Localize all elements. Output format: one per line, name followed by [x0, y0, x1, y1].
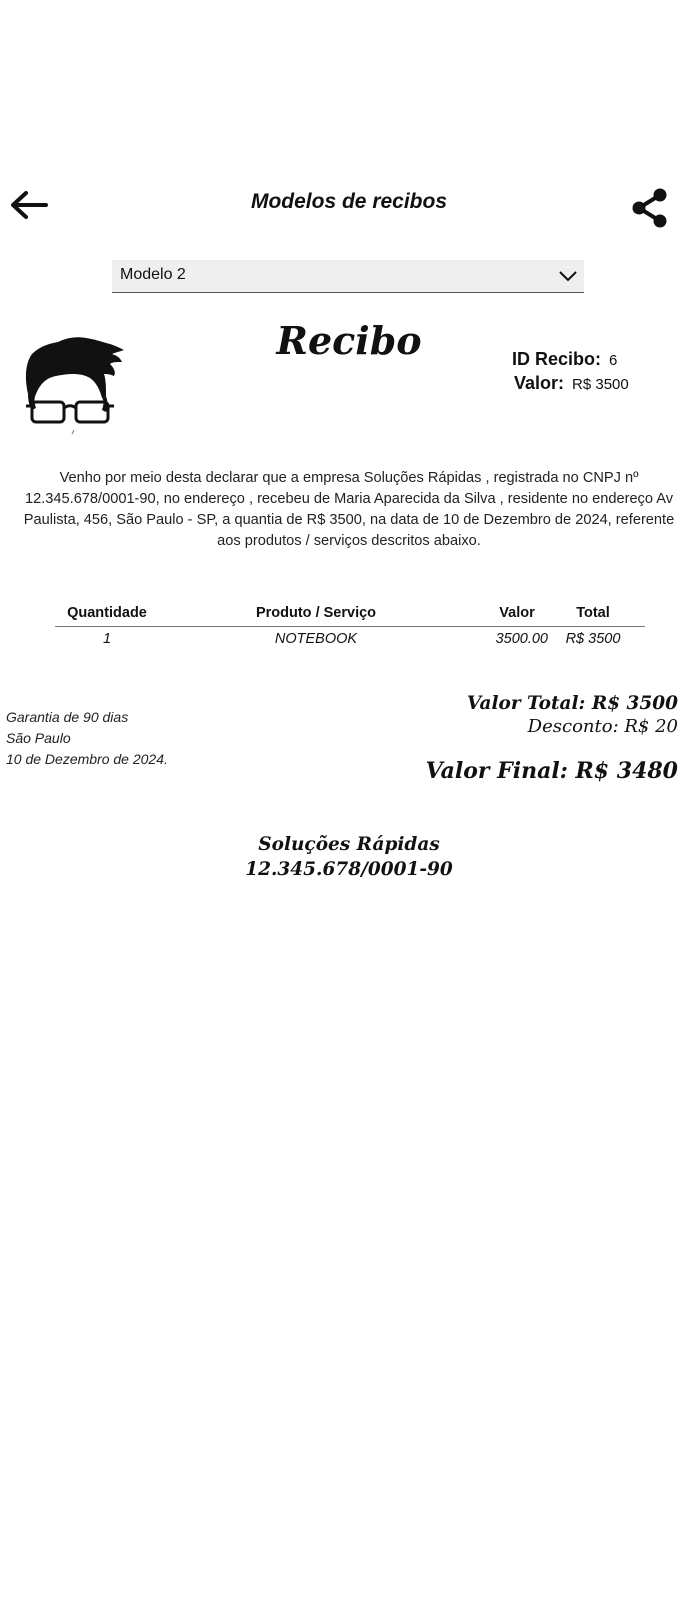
model-select-value: Modelo 2 — [120, 266, 186, 283]
date-text: 10 de Dezembro de 2024. — [6, 751, 168, 767]
table-header — [55, 601, 645, 627]
cell-quantity: 1 — [102, 631, 112, 647]
receipt-notes — [6, 707, 168, 770]
receipt-id-label: ID Recibo: — [512, 349, 602, 369]
header-product: Produto / Serviço — [255, 605, 377, 621]
company-cnpj: 12.345.678/0001-90 — [245, 859, 453, 880]
chevron-down-icon — [558, 268, 578, 284]
company-signature — [0, 832, 698, 882]
receipt-totals — [426, 693, 678, 784]
items-table — [55, 601, 645, 653]
receipt-id-value: 6 — [609, 352, 618, 369]
header-value: Valor — [499, 605, 535, 621]
model-select[interactable] — [112, 260, 584, 293]
total-value: Valor Total: R$ 3500 — [466, 693, 678, 714]
receipt-meta — [512, 349, 692, 397]
receipt-declaration: Venho por meio desta declarar que a empresa Soluções Rápidas , registrada no CNPJ nº 12.345.678/0001-90, no endereço , recebeu de Maria Aparecida da Silva , residente no endereço Av Paulista, 456, São Paulo - SP, a quantia de R$ 3500, na data de 10 de Dezembro de 2024, referente aos produtos / serviços descritos abaixo. — [23, 470, 675, 549]
company-name: Soluções Rápidas — [258, 834, 440, 855]
receipt-value-label: Valor: — [514, 373, 565, 393]
discount-value: Desconto: R$ 20 — [527, 716, 678, 737]
share-button[interactable] — [630, 186, 674, 230]
header-quantity: Quantidade — [67, 605, 147, 621]
header-total: Total — [576, 605, 610, 621]
city-text: São Paulo — [6, 730, 71, 746]
cell-value: 3500.00 — [495, 631, 548, 647]
cell-total: R$ 3500 — [565, 631, 621, 647]
receipt-value-amount: R$ 3500 — [572, 376, 629, 393]
receipt-title: Recibo — [276, 318, 422, 363]
table-row — [55, 627, 645, 653]
warranty-text: Garantia de 90 dias — [6, 709, 129, 725]
receipt-id-row — [512, 349, 692, 373]
share-icon — [630, 186, 674, 230]
screen-title: Modelos de recibos — [250, 190, 448, 213]
top-bar — [0, 186, 698, 230]
receipt-value-row — [514, 373, 692, 397]
final-value: Valor Final: R$ 3480 — [425, 758, 678, 784]
cell-product: NOTEBOOK — [274, 631, 358, 647]
